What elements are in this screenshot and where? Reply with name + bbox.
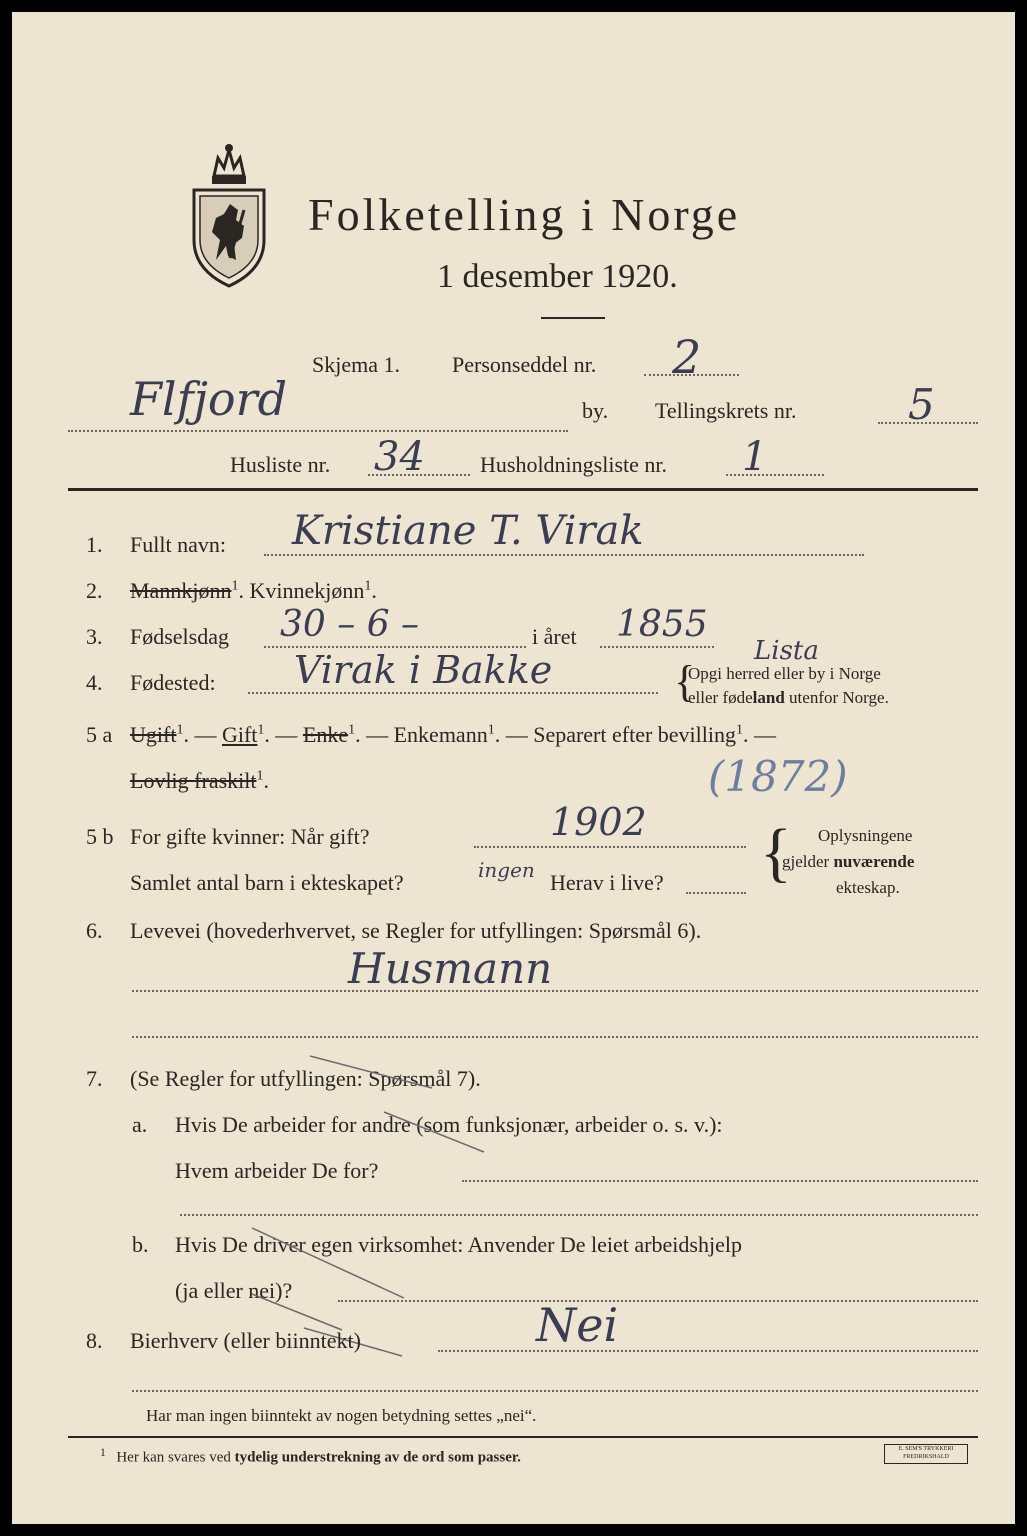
- q7b-text: Hvis De driver egen virksomhet: Anvender De leiet arbeidshjelp: [175, 1232, 742, 1257]
- q7-label: (Se Regler for utfyllingen: Spørsmål 7).: [130, 1066, 481, 1091]
- q5b-note-line3: ekteskap.: [836, 878, 900, 897]
- q4-note-line1: Opgi herred eller by i Norge: [688, 664, 881, 683]
- birthyear-value: 1855: [616, 604, 708, 645]
- separert-option: Separert efter bevilling: [533, 722, 737, 747]
- footer-note: Har man ingen biinntekt av nogen betydning settes „nei“.: [146, 1406, 537, 1425]
- gift-option: Gift: [221, 722, 258, 747]
- marital-options: Ugift$^1$. — Gift$^1$. — Enke$^1$. — Enkemann$^1$. — Separert efter bevilling$^1$. —: [130, 722, 777, 747]
- ilive-label: Herav i live?: [550, 870, 664, 895]
- gender-options: Mannkjønn$^1$. Kvinnekjønn$^1$.: [130, 578, 377, 603]
- q3-label: Fødselsdag: [130, 624, 229, 649]
- q5b-number: 5 b: [86, 824, 114, 849]
- q4-number: 4.: [86, 670, 103, 695]
- occupation-value: Husmann: [348, 944, 553, 993]
- full-name-value: Kristiane T. Virak: [292, 508, 644, 554]
- q5b-note-line2: gjelder nuværende: [782, 852, 915, 871]
- place-value: Flfjord: [130, 372, 288, 426]
- skjema-label: Skjema 1.: [312, 352, 400, 377]
- q2-number: 2.: [86, 578, 103, 603]
- q8-line-2: [132, 1390, 978, 1392]
- husliste-label: Husliste nr.: [230, 452, 331, 477]
- birthplace-value: Virak i Bakke: [294, 648, 553, 692]
- personseddel-label: Personseddel nr.: [452, 352, 597, 377]
- ugift-option: Ugift: [130, 722, 177, 747]
- aaret-label: i året: [532, 624, 577, 649]
- q7a-letter: a.: [132, 1112, 148, 1137]
- footer-rule: [68, 1436, 978, 1438]
- q1-label: Fullt navn:: [130, 532, 226, 557]
- mannkjonn-option: Mannkjønn: [130, 578, 232, 603]
- census-date: 1 desember 1920.: [437, 258, 678, 295]
- q3-number: 3.: [86, 624, 103, 649]
- marriage-year-value: 1902: [550, 800, 647, 844]
- q7b-question: (ja eller nei)?: [175, 1278, 293, 1303]
- q5b-label: For gifte kvinner: Når gift?: [130, 824, 370, 849]
- q5b-note-bracket: {: [760, 816, 792, 889]
- q5b-note-line1: Oplysningene: [818, 826, 913, 845]
- enke-option: Enke: [302, 722, 349, 747]
- q5a-number: 5 a: [86, 722, 113, 747]
- q4-note-bracket: {: [674, 657, 696, 706]
- barn-label: Samlet antal barn i ekteskapet?: [130, 870, 404, 895]
- q4-label: Fødested:: [130, 670, 216, 695]
- q7a-text: Hvis De arbeider for andre (som funksjonær, arbeider o. s. v.):: [175, 1112, 723, 1137]
- q4-note-line2: eller fødeland utenfor Norge.: [688, 688, 889, 707]
- kvinnekjonn-option: Kvinnekjønn: [249, 578, 365, 603]
- tellingskrets-label: Tellingskrets nr.: [655, 398, 797, 423]
- birthplace-extra-value: Lista: [754, 636, 819, 666]
- pencil-slash-marks: [12, 12, 1015, 1524]
- side-income-value: Nei: [536, 1298, 619, 1352]
- marital-side-value: (1872): [708, 752, 848, 801]
- tellingskrets-value: 5: [908, 380, 935, 429]
- census-form-page: [12, 12, 1015, 1524]
- personseddel-value: 2: [672, 330, 702, 384]
- enkemann-option: Enkemann: [393, 722, 488, 747]
- q1-number: 1.: [86, 532, 103, 557]
- by-label: by.: [582, 398, 609, 423]
- q7a-question: Hvem arbeider De for?: [175, 1158, 379, 1183]
- husholdning-value: 1: [742, 434, 768, 480]
- footnote: $^1$ Her kan svares ved tydelig understrekning av de ord som passer.: [100, 1446, 521, 1466]
- birthdate-value: 30 – 6 –: [280, 604, 420, 645]
- printer-stamp: E. SEM'S TRYKKERI FREDRIKSHALD: [884, 1444, 968, 1464]
- q8-number: 8.: [86, 1328, 103, 1353]
- q8-label: Bierhverv (eller biinntekt): [130, 1328, 361, 1353]
- lovlig-fraskilt-option: Lovlig fraskilt$^1$.: [130, 768, 269, 793]
- form-title: Folketelling i Norge: [308, 189, 741, 240]
- husliste-value: 34: [374, 434, 425, 480]
- q6-label: Levevei (hovederhvervet, se Regler for utfyllingen: Spørsmål 6).: [130, 918, 702, 943]
- q7b-letter: b.: [132, 1232, 149, 1257]
- husholdning-label: Husholdningsliste nr.: [480, 452, 668, 477]
- barn-value: ingen: [478, 858, 535, 882]
- q7-number: 7.: [86, 1066, 103, 1091]
- q8-line: [438, 1350, 978, 1352]
- q6-number: 6.: [86, 918, 103, 943]
